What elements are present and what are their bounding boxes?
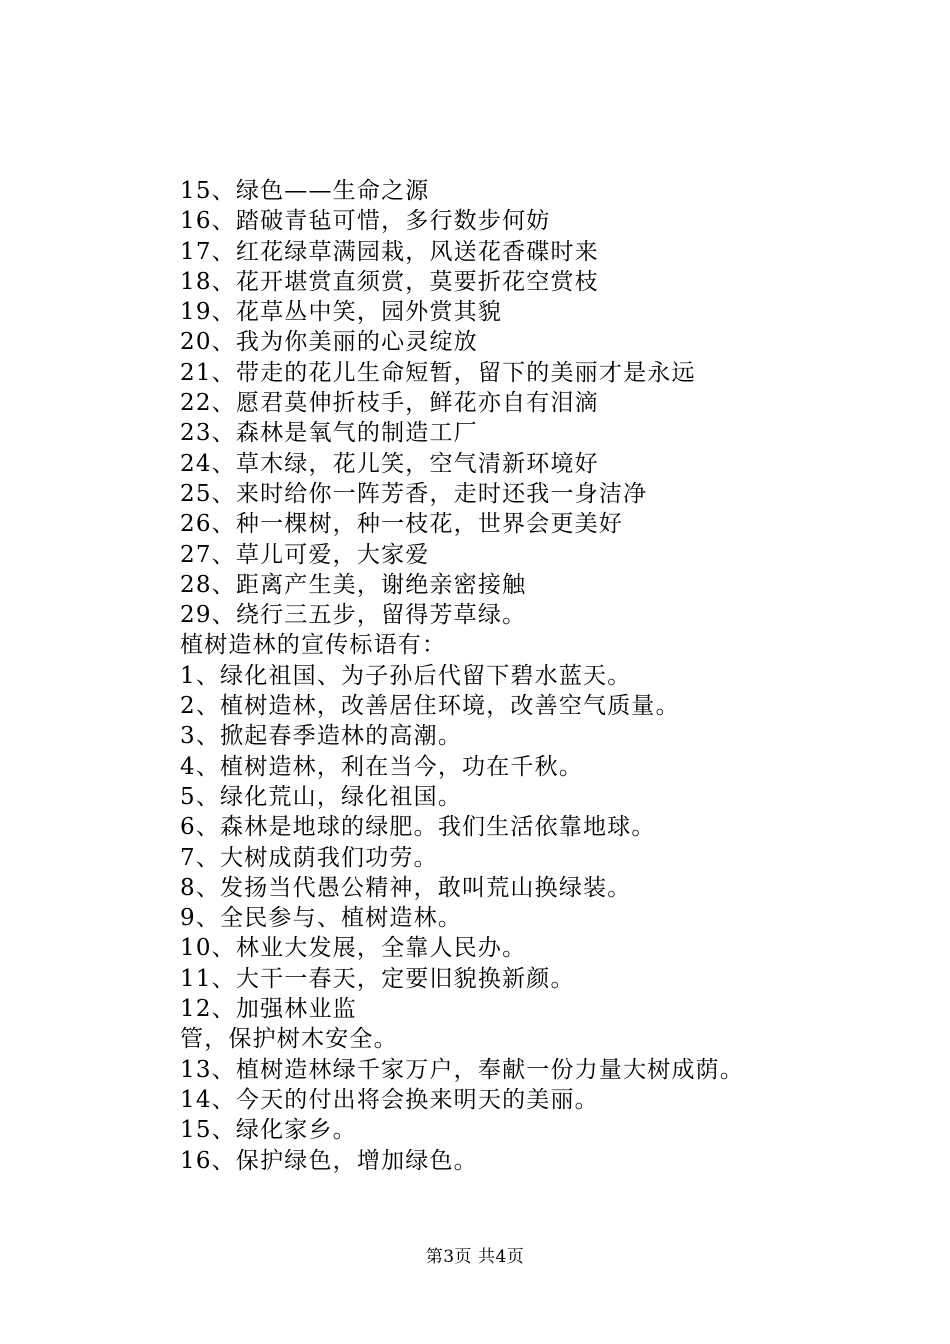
- text-line: 20、我为你美丽的心灵绽放: [180, 329, 478, 356]
- text-line: 8、发扬当代愚公精神，敢叫荒山换绿装。: [180, 874, 632, 901]
- text-line: 12、加强林业监: [180, 996, 357, 1023]
- text-line: 24、草木绿，花儿笑，空气清新环境好: [180, 450, 599, 477]
- text-line: 13、植树造林绿千家万户，奉献一份力量大树成荫。: [180, 1056, 745, 1083]
- text-line: 25、来时给你一阵芳香，走时还我一身洁净: [180, 480, 648, 507]
- page-footer: [0, 1242, 950, 1267]
- text-line: 28、距离产生美，谢绝亲密接触: [180, 571, 527, 598]
- text-line: 管，保护树木安全。: [180, 1026, 398, 1053]
- text-line: 11、大干一春天，定要旧貌换新颜。: [180, 965, 575, 992]
- text-line: 15、绿化家乡。: [180, 1117, 357, 1144]
- text-line: 16、踏破青毡可惜，多行数步何妨: [180, 208, 551, 235]
- text-line: 15、绿色——生命之源: [180, 178, 430, 204]
- text-line: 18、花开堪赏直须赏，莫要折花空赏枝: [180, 268, 599, 295]
- text-line: 10、林业大发展，全靠人民办。: [180, 935, 527, 962]
- text-line: 16、保护绿色，增加绿色。: [180, 1147, 478, 1174]
- text-line: 27、草儿可爱，大家爱: [180, 541, 430, 568]
- text-line: 5、绿化荒山，绿化祖国。: [180, 783, 463, 810]
- section-heading: 植树造林的宣传标语有：: [180, 632, 447, 659]
- text-line: 23、森林是氧气的制造工厂: [180, 420, 478, 447]
- document-body: [180, 176, 920, 1176]
- text-line: 29、绕行三五步，留得芳草绿。: [180, 602, 527, 629]
- text-line: 4、植树造林，利在当今，功在千秋。: [180, 753, 584, 780]
- page-number: 第3页 共4页: [425, 1247, 525, 1267]
- text-line: 14、今天的付出将会换来明天的美丽。: [180, 1086, 599, 1113]
- text-line: 3、掀起春季造林的高潮。: [180, 723, 463, 750]
- text-line: 7、大树成荫我们功劳。: [180, 844, 438, 871]
- text-line: 6、森林是地球的绿肥。我们生活依靠地球。: [180, 814, 656, 841]
- text-line: 9、全民参与、植树造林。: [180, 905, 463, 932]
- text-line: 22、愿君莫伸折枝手，鲜花亦自有泪滴: [180, 390, 599, 417]
- text-line: 26、种一棵树，种一枝花，世界会更美好: [180, 511, 624, 538]
- text-line: 2、植树造林，改善居住环境，改善空气质量。: [180, 693, 680, 720]
- text-line: 17、红花绿草满园栽，风送花香碟时来: [180, 238, 599, 265]
- text-line: 1、绿化祖国、为子孙后代留下碧水蓝天。: [180, 662, 632, 689]
- text-line: 21、带走的花儿生命短暂，留下的美丽才是永远: [180, 359, 696, 386]
- text-line: 19、花草丛中笑，园外赏其貌: [180, 299, 503, 326]
